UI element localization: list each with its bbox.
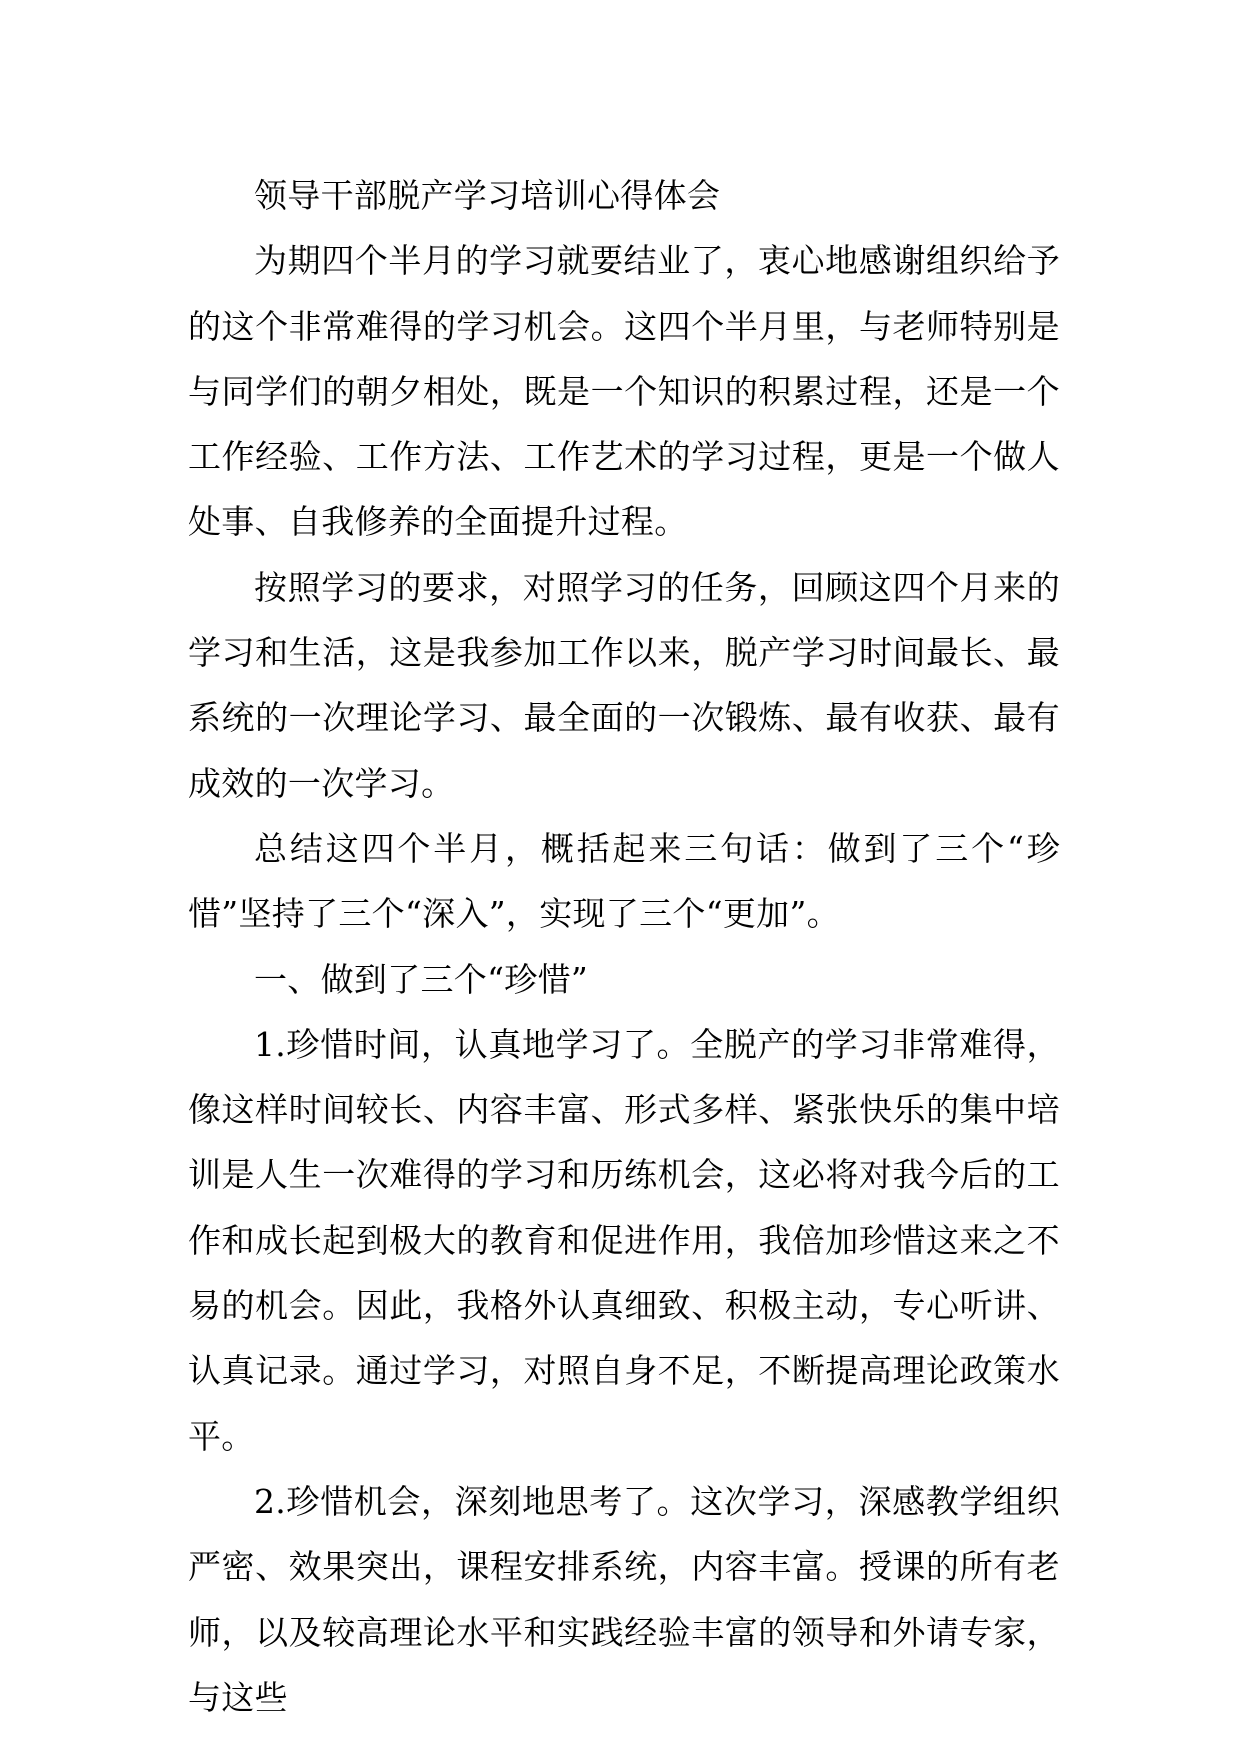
paragraph-item-1: 1.珍惜时间，认真地学习了。全脱产的学习非常难得，像这样时间较长、内容丰富、形式多样、紧张快乐的集中培训是人生一次难得的学习和历练机会，这必将对我今后的工作和成长起到极大的教育和促进作用，我倍加珍惜这来之不易的机会。因此，我格外认真细致、积极主动，专心听讲、认真记录。通过学习，对照自身不足，不断提高理论政策水平。	[188, 1024, 1060, 1456]
paragraph-intro: 为期四个半月的学习就要结业了，衷心地感谢组织给予的这个非常难得的学习机会。这四个半月里，与老师特别是与同学们的朝夕相处，既是一个知识的积累过程，还是一个工作经验、工作方法、工作艺术的学习过程，更是一个做人处事、自我修养的全面提升过程。	[188, 241, 1060, 542]
paragraph-item-2: 2.珍惜机会，深刻地思考了。这次学习，深感教学组织严密、效果突出，课程安排系统，内容丰富。授课的所有老师，以及较高理论水平和实践经验丰富的领导和外请专家，与这些	[188, 1481, 1060, 1717]
section-heading-1: 一、做到了三个“珍惜”	[254, 959, 589, 999]
paragraph-summary: 总结这四个半月，概括起来三句话：做到了三个“珍惜”坚持了三个“深入”，实现了三个“更加”。	[188, 828, 1060, 934]
paragraph-review: 按照学习的要求，对照学习的任务，回顾这四个月来的学习和生活，这是我参加工作以来，脱产学习时间最长、最系统的一次理论学习、最全面的一次锻炼、最有收获、最有成效的一次学习。	[188, 567, 1060, 803]
document-title: 领导干部脱产学习培训心得体会	[254, 176, 721, 215]
document-body	[188, 163, 1060, 1730]
